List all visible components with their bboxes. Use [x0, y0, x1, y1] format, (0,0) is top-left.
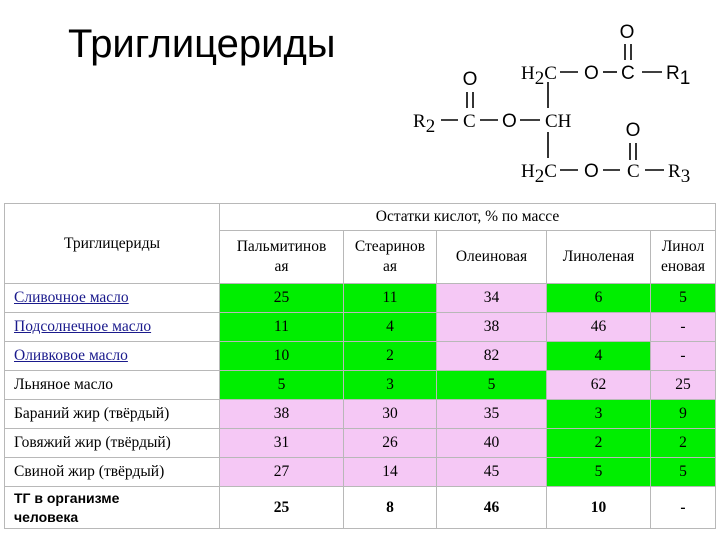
- atom-o-top: O: [619, 22, 635, 43]
- table-cell: 5: [651, 284, 716, 313]
- atom-c: C: [621, 63, 635, 84]
- table-cell: 4: [344, 313, 437, 342]
- table-cell: 46: [437, 487, 547, 529]
- table-cell: 40: [437, 429, 547, 458]
- table-cell: 10: [547, 487, 651, 529]
- table-row: [5, 487, 716, 529]
- row-name: ТГ в организме человека: [5, 487, 220, 529]
- table-row: [5, 371, 716, 400]
- table-cell: -: [651, 487, 716, 529]
- column-header: Линол еновая: [651, 231, 716, 284]
- table-cell: 5: [437, 371, 547, 400]
- row-name: Говяжий жир (твёрдый): [5, 429, 220, 458]
- table-cell: 5: [220, 371, 344, 400]
- table-cell: -: [651, 342, 716, 371]
- table-row: [5, 342, 716, 371]
- column-header: Олеиновая: [437, 231, 547, 284]
- row-name-link[interactable]: Сливочное масло: [5, 284, 220, 313]
- row-name-link[interactable]: Оливковое масло: [5, 342, 220, 371]
- row-name: Бараний жир (твёрдый): [5, 400, 220, 429]
- table-cell: 34: [437, 284, 547, 313]
- row-name: Свиной жир (твёрдый): [5, 458, 220, 487]
- triglyceride-structural-formula: [0, 0, 720, 200]
- table-cell: 4: [547, 342, 651, 371]
- table-cell: 3: [547, 400, 651, 429]
- table-cell: 25: [220, 487, 344, 529]
- table-cell: 11: [344, 284, 437, 313]
- table-row: [5, 313, 716, 342]
- atom-c: C: [627, 161, 640, 182]
- table-cell: 5: [651, 458, 716, 487]
- table-row: [5, 458, 716, 487]
- table-row: [5, 429, 716, 458]
- atom-o-bottom: O: [625, 120, 641, 141]
- slide-title: Триглицериды: [68, 22, 336, 66]
- atom-o-middle: O: [462, 69, 478, 90]
- table-cell: 5: [547, 458, 651, 487]
- table-cell: 2: [651, 429, 716, 458]
- table-cell: 27: [220, 458, 344, 487]
- atom-r3: R3: [668, 161, 691, 187]
- column-header: Стеаринов ая: [344, 231, 437, 284]
- table-cell: 6: [547, 284, 651, 313]
- atom-r1: R1: [666, 63, 691, 89]
- table-cell: 38: [220, 400, 344, 429]
- row-name-link[interactable]: Подсолнечное масло: [5, 313, 220, 342]
- table-cell: 82: [437, 342, 547, 371]
- row-name: Льняное масло: [5, 371, 220, 400]
- group-header: Остатки кислот, % по массе: [220, 204, 716, 231]
- atom-h2c-top: H2C: [521, 63, 557, 89]
- table-cell: 35: [437, 400, 547, 429]
- table-cell: 3: [344, 371, 437, 400]
- table-cell: 38: [437, 313, 547, 342]
- table-cell: 46: [547, 313, 651, 342]
- table-cell: 9: [651, 400, 716, 429]
- table-cell: 30: [344, 400, 437, 429]
- table-cell: 25: [651, 371, 716, 400]
- fatty-acid-table: [4, 203, 716, 529]
- atom-o: O: [584, 63, 599, 84]
- table-cell: 45: [437, 458, 547, 487]
- table-cell: 11: [220, 313, 344, 342]
- table-row: [5, 284, 716, 313]
- table-cell: 25: [220, 284, 344, 313]
- column-header: Пальмитинов ая: [220, 231, 344, 284]
- table-cell: 8: [344, 487, 437, 529]
- table-cell: -: [651, 313, 716, 342]
- atom-o: O: [502, 111, 517, 132]
- table-cell: 2: [344, 342, 437, 371]
- column-header: Линоленая: [547, 231, 651, 284]
- row-header: Триглицериды: [5, 204, 220, 284]
- table-cell: 62: [547, 371, 651, 400]
- table-cell: 26: [344, 429, 437, 458]
- table-cell: 14: [344, 458, 437, 487]
- atom-r2: R2: [413, 111, 436, 137]
- table-row: [5, 400, 716, 429]
- table-cell: 2: [547, 429, 651, 458]
- table-cell: 10: [220, 342, 344, 371]
- atom-c: C: [463, 111, 476, 132]
- atom-ch: CH: [545, 111, 572, 132]
- atom-h2c-bottom: H2C: [521, 161, 557, 187]
- atom-o: O: [584, 161, 599, 182]
- table-cell: 31: [220, 429, 344, 458]
